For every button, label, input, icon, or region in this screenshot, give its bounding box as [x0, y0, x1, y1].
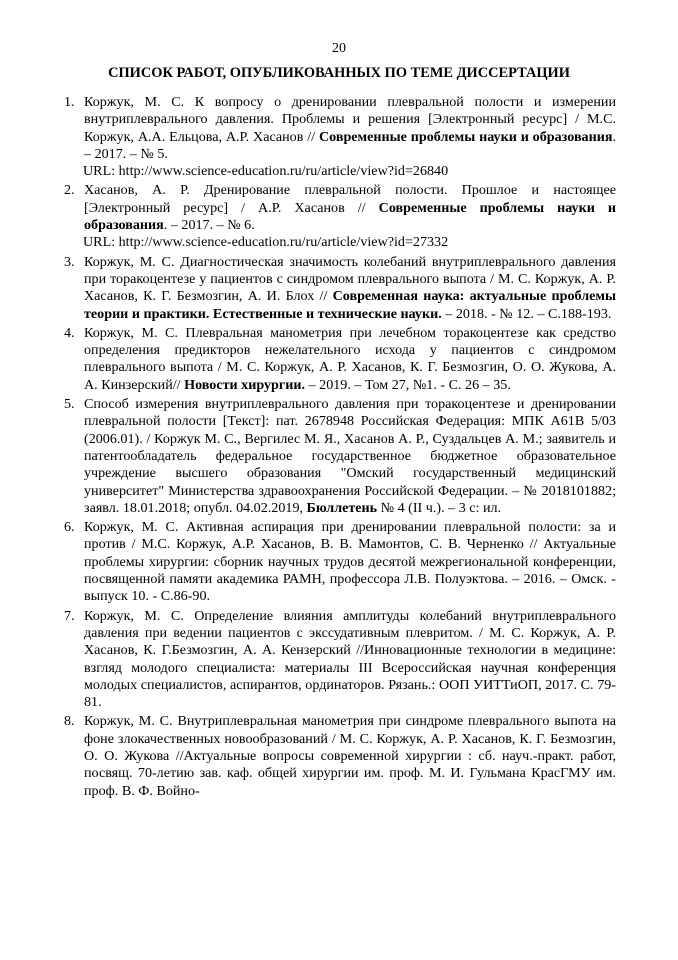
reference-item: [64, 254, 616, 323]
reference-journal: Современные проблемы науки и образования: [84, 199, 616, 234]
reference-journal: Новости хирургии.: [184, 376, 306, 393]
reference-url: URL: http://www.science-education.ru/ru/article/view?id=26840: [83, 163, 449, 180]
reference-text: Коржук, М. С. Диагностическая значимость колебаний внутриплеврального давления при торакоцентезе у пациентов с синдромом плеврального выпота / М. С. Коржук, А. Р. Хасанов, К. Г. Безмозгин, А. И. Блох //: [84, 253, 616, 305]
reference-number: 6.: [64, 519, 75, 536]
reference-text: Коржук, М. С. Определение влияния амплитуды колебаний внутриплеврального давления при ведении пациентов с экссудативным плевритом. / М. С. Коржук, А. Р. Хасанов, К. Г.Безмозгин, А. А. Кензерский //Инновационные технологии в медицине: взгляд молодого специалиста: материалы III Всероссийская научная конференция молодых специалистов, аспирантов, ординаторов. Рязань.: ООП УИТТиОП, 2017. С. 79-81.: [84, 607, 616, 711]
reference-text: Хасанов, А. Р. Дренирование плевральной полости. Прошлое и настоящее [Электронный ресурс] / А.Р. Хасанов //: [84, 182, 616, 216]
reference-journal: Бюллетень: [306, 499, 378, 516]
reference-journal: Современная наука: актуальные проблемы теории и практики. Естественные и технические науки.: [84, 288, 616, 322]
reference-text: Способ измерения внутриплеврального давления при торакоцентезе и дренировании плевральной полости [Текст]: пат. 2678948 Российская Федерация: МПК А61В 5/03 (2006.01). / Коржук М. С., Вергилес М. Я., Хасанов А. Р., Суздальцев А. М.; заявитель и патентообладатель федеральное государственное бюджетное образовательное учреждение высшего образования "Омский государственный медицинский университет" Министерства здравоохранения Российской Федерации. – № 2018101882; заявл. 18.01.2018; опубл. 04.02.2019,: [84, 396, 616, 516]
page-number: 20: [332, 41, 346, 56]
reference-item: [64, 519, 616, 605]
reference-number: 5.: [64, 396, 75, 413]
reference-text: Коржук, М. С. Активная аспирация при дренировании плевральной полости: за и против / М.С. Коржук, А.Р. Хасанов, В. В. Мамонтов, С. В. Черненко // Актуальные проблемы хирургии: сборник научных трудов десятой межрегиональной конференции, посвященной памяти академика РАМН, профессора Л.В. Полуэктова. – 2016. – Омск. - выпуск 10. - С.86-90.: [84, 519, 616, 605]
reference-number: 4.: [64, 324, 75, 341]
reference-number: 7.: [64, 607, 75, 624]
reference-tail: № 4 (II ч.). – 3 с: ил.: [377, 499, 502, 516]
reference-tail: . – 2017. – № 6.: [163, 217, 255, 234]
reference-url: URL: http://www.science-education.ru/ru/article/view?id=27332: [83, 234, 449, 251]
reference-text: Коржук, М. С. К вопросу о дренировании плевральной полости и измерении внутриплеврального давления. Проблемы и решения [Электронный ресурс] / М.С. Коржук, А.А. Ельцова, А.Р. Хасанов //: [84, 94, 616, 145]
reference-item: [64, 325, 616, 394]
reference-item: [64, 182, 616, 251]
reference-item: [64, 396, 616, 517]
reference-list: [64, 94, 616, 802]
page-title: СПИСОК РАБОТ, ОПУБЛИКОВАННЫХ ПО ТЕМЕ ДИССЕРТАЦИИ: [108, 65, 570, 81]
reference-item: [64, 608, 616, 712]
reference-tail: – 2018. - № 12. – С.188-193.: [441, 305, 612, 322]
reference-tail: . – 2017. – № 5.: [84, 128, 616, 162]
reference-journal: Современные проблемы науки и образования: [318, 128, 613, 145]
reference-number: 2.: [64, 182, 75, 199]
reference-text: Коржук, М. С. Плевральная манометрия при лечебном торакоцентезе как средство определения предикторов нежелательного исхода у пациентов с синдромом плеврального выпота / М. С. Коржук, А. Р. Хасанов, К. Г. Безмозгин, О. О. Жукова, А. А. Кинзерский//: [84, 324, 616, 393]
reference-number: 1.: [64, 94, 75, 110]
reference-number: 8.: [64, 713, 75, 730]
reference-number: 3.: [64, 253, 75, 270]
reference-tail: – 2019. – Том 27, №1. - С. 26 – 35.: [305, 376, 511, 393]
reference-item: [64, 713, 616, 799]
reference-item: [64, 94, 616, 180]
reference-text: Коржук, М. С. Внутриплевральная манометрия при синдроме плеврального выпота на фоне злокачественных новообразований / М. С. Коржук, А. Р. Хасанов, К. Г. Безмозгин, О. О. Жукова //Актуальные вопросы современной хирургии : сб. науч.-практ. работ, посвящ. 70-летию зав. каф. общей хирургии им. проф. М. И. Гульмана КрасГМУ им. проф. В. Ф. Войно-: [84, 713, 616, 799]
